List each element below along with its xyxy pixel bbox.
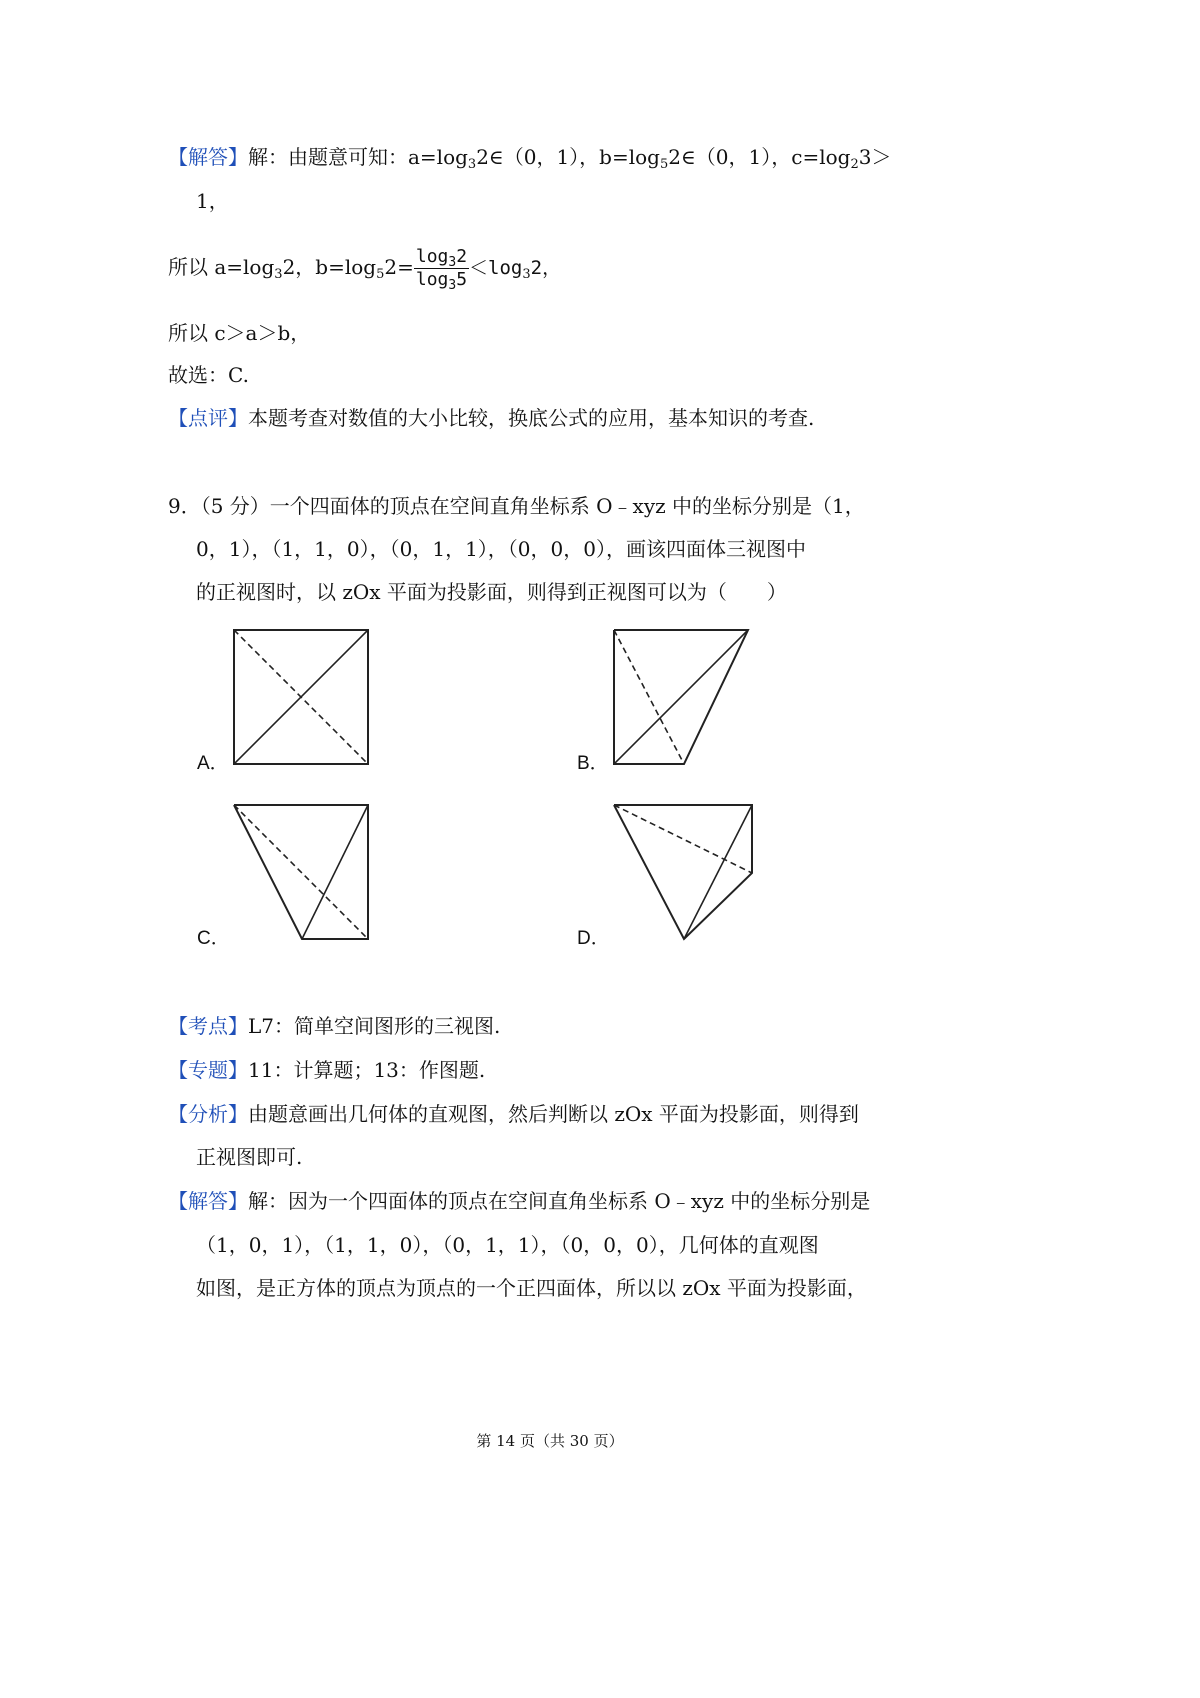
jieda-line-3: 如图，是正方体的顶点为顶点的一个正四面体，所以以 zOx 平面为投影面， xyxy=(196,1276,867,1300)
option-b-label: B． xyxy=(577,753,609,774)
page-footer: 第 14 页（共 30 页） xyxy=(476,1432,624,1450)
option-a-label: A． xyxy=(197,753,229,774)
solution-line-4: 所以 c＞a＞b， xyxy=(168,321,311,345)
solution-line-5: 故选：C. xyxy=(168,363,249,387)
option-c-label: C． xyxy=(197,928,230,949)
zhuanti-tag: 【专题】 xyxy=(168,1058,248,1082)
comment-line: 【点评】本题考查对数值的大小比较，换底公式的应用，基本知识的考查. xyxy=(168,406,815,430)
zhuanti-line: 【专题】11：计算题；13：作图题. xyxy=(168,1058,486,1082)
answer-tag: 【解答】 xyxy=(168,145,248,169)
option-c-figure xyxy=(230,801,374,945)
jieda-line-1: 【解答】解：因为一个四面体的顶点在空间直角坐标系 O﹣xyz 中的坐标分别是 xyxy=(168,1189,871,1213)
question-line-3: 的正视图时，以 zOx 平面为投影面，则得到正视图可以为（ ） xyxy=(196,580,787,604)
option-d-figure xyxy=(610,801,754,945)
kaodian-line: 【考点】L7：简单空间图形的三视图. xyxy=(168,1014,501,1038)
jieda-tag: 【解答】 xyxy=(168,1189,248,1213)
fenxi-line-2: 正视图即可. xyxy=(196,1145,303,1169)
solution-line-1: 【解答】解：由题意可知：$a=\log_32\in(0$，1），$b=\log_52\in(0$，1），$c=\log_23>$ xyxy=(168,145,892,172)
question-line-1: 9．（5 分）一个四面体的顶点在空间直角坐标系 O﹣xyz 中的坐标分别是（1， xyxy=(168,494,865,518)
option-a-figure xyxy=(230,626,374,770)
solution-line-3: 所以 $a=\log_32$，$b=\log_52=$ $\frac{\log_32}{\log_35}$ $<\log_32$， xyxy=(168,246,562,293)
fenxi-tag: 【分析】 xyxy=(168,1102,248,1126)
comment-tag: 【点评】 xyxy=(168,406,248,430)
option-d-label: D． xyxy=(577,928,610,949)
kaodian-tag: 【考点】 xyxy=(168,1014,248,1038)
option-b-figure xyxy=(610,626,754,770)
jieda-line-2: （1，0，1），（1，1，0），（0，1，1），（0，0，0），几何体的直观图 xyxy=(196,1233,819,1257)
solution-line-2: 1， xyxy=(196,189,229,213)
question-line-2: 0，1），（1，1，0），（0，1，1），（0，0，0），画该四面体三视图中 xyxy=(196,537,806,561)
change-of-base-fraction: $\frac{\log_32}{\log_35}$ xyxy=(415,246,468,293)
fenxi-line-1: 【分析】由题意画出几何体的直观图，然后判断以 zOx 平面为投影面，则得到 xyxy=(168,1102,859,1126)
